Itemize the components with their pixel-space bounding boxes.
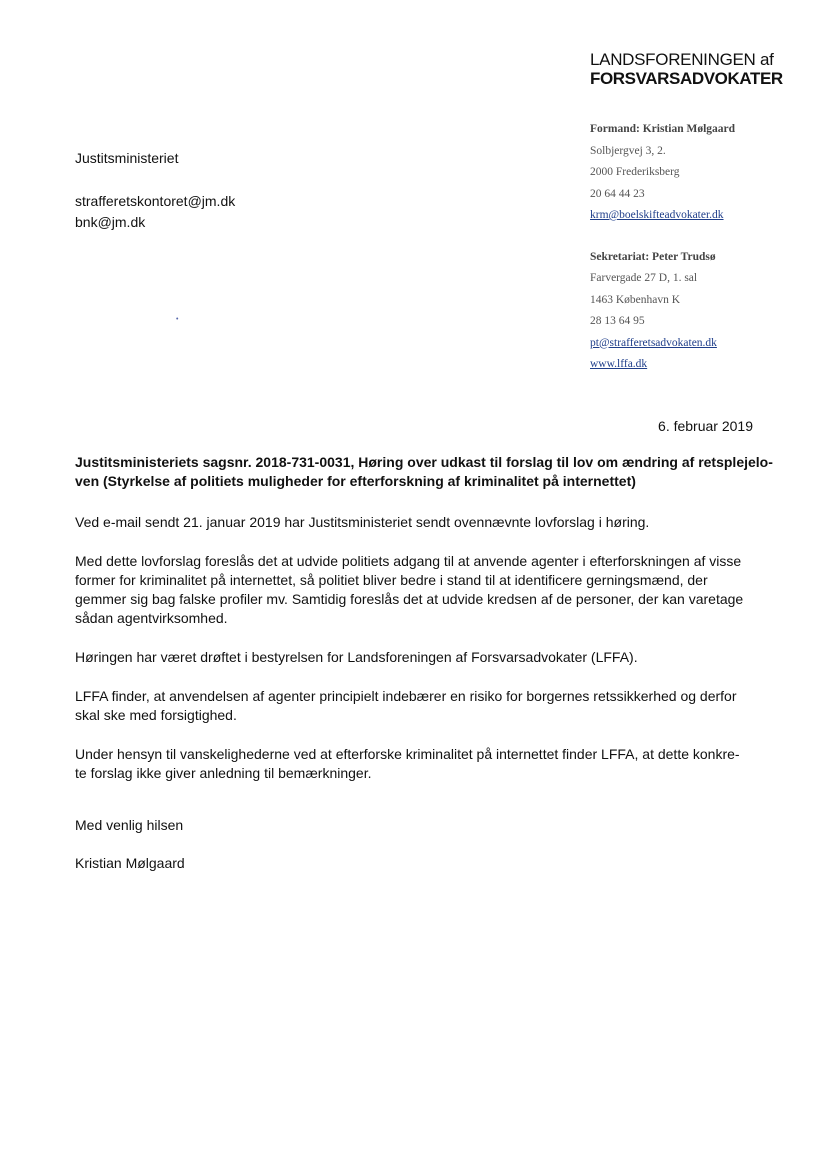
paragraph-2-line-4: sådan agentvirksomhed. [75, 610, 228, 626]
secretariat-heading: Sekretariat: Peter Trudsø [590, 250, 716, 263]
scan-speck-mark: • [176, 316, 179, 323]
paragraph-4-line-1: LFFA finder, at anvendelsen af agenter principielt indebærer en risiko for borgernes retssikkerhed og derfor [75, 688, 737, 704]
letter-body [75, 453, 773, 873]
paragraph-1: Ved e-mail sendt 21. januar 2019 har Justitsministeriet sendt ovennævnte lovforslag i høring. [75, 514, 650, 530]
chairman-city: 2000 Frederiksberg [590, 166, 680, 178]
secretariat-street: Farvergade 27 D, 1. sal [590, 272, 698, 284]
recipient-email-1: strafferetskontoret@jm.dk [75, 193, 236, 209]
paragraph-5-line-1: Under hensyn til vanskelighederne ved at efterforske kriminalitet på internettet finder LFFA, at dette konkre- [75, 746, 740, 762]
sidebar-spacer [590, 227, 810, 247]
paragraph-5 [75, 745, 755, 783]
signature-name: Kristian Mølgaard [75, 855, 185, 871]
letter-date: 6. februar 2019 [658, 418, 753, 434]
paragraph-4-line-2: skal ske med forsigtighed. [75, 707, 237, 723]
subject-line-2: ven (Styrkelse af politiets muligheder for efterforskning af kriminalitet på internettet) [75, 473, 636, 489]
logo-line-1: LANDSFORENINGEN af [590, 50, 774, 69]
secretariat-phone: 28 13 64 95 [590, 315, 645, 327]
paragraph-4 [75, 687, 755, 725]
contact-sidebar [590, 119, 810, 376]
chairman-email-link[interactable]: krm@boelskifteadvokater.dk [590, 209, 724, 221]
website-link[interactable]: www.lffa.dk [590, 358, 648, 370]
paragraph-3: Høringen har været drøftet i bestyrelsen for Landsforeningen af Forsvarsadvokater (LFFA). [75, 649, 638, 665]
chairman-phone: 20 64 44 23 [590, 187, 645, 200]
paragraph-2 [75, 552, 755, 628]
paragraph-5-line-2: te forslag ikke giver anledning til bemærkninger. [75, 765, 372, 781]
recipient-block [75, 148, 235, 233]
recipient-name: Justitsministeriet [75, 150, 179, 166]
secretariat-email-link[interactable]: pt@strafferetsadvokaten.dk [590, 336, 717, 349]
subject-line-1: Justitsministeriets sagsnr. 2018-731-0031, Høring over udkast til forslag til lov om ændring af retsplejelo- [75, 454, 773, 470]
secretariat-city: 1463 København K [590, 293, 681, 306]
logo-line-2: FORSVARSADVOKATER [590, 69, 783, 88]
letterhead-logo [590, 50, 810, 88]
closing-greeting: Med venlig hilsen [75, 817, 184, 833]
paragraph-2-line-2: former for kriminalitet på internettet, så politiet bliver bedre i stand til at identificere gerningsmænd, der [75, 572, 708, 588]
paragraph-2-line-3: gemmer sig bag falske profiler mv. Samtidig foreslås det at udvide kredsen af de personer, der kan varetage [75, 591, 744, 607]
chairman-street: Solbjergvej 3, 2. [590, 144, 666, 157]
recipient-email-2: bnk@jm.dk [75, 214, 146, 230]
paragraph-2-line-1: Med dette lovforslag foreslås det at udvide politiets adgang til at anvende agenter i efterforskningen af visse [75, 553, 742, 569]
chairman-heading: Formand: Kristian Mølgaard [590, 123, 736, 135]
subject-line [75, 453, 773, 491]
